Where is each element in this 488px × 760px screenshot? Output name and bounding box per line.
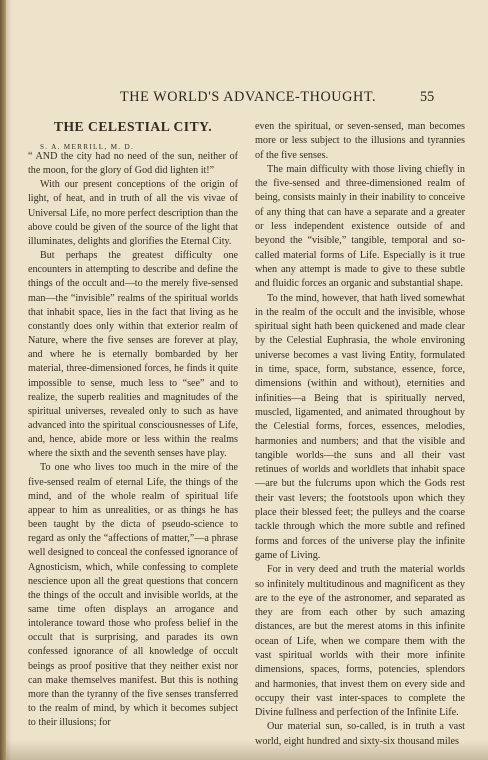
article-paragraph: But perhaps the greatest difficulty one encounters in attempting to describe and define the things of the occult and—to the merely five-sensed man—the “invisible” realms of the spiritual worlds that inhabit space, lies in the fact that living as he constantly does only within that exterior realm of Nature, where the five senses are forever at play, and where he is eternally bombarded by her material, three-dimensioned forces, he finds it quite impossible to sense, much less to “see” and to realize, the superb realities and magnitudes of the spiritual universes, revealed only to such as have advanced into the spiritual consciousnesses of Life, and, hence, abide more or less within the realms where the sixth and the seventh senses have play. xyxy=(28,250,238,460)
running-head xyxy=(0,89,488,109)
running-head-title: THE WORLD'S ADVANCE-THOUGHT. xyxy=(120,89,377,105)
article-paragraph: “ AND the city had no need of the sun, neither of the moon, for the glory of God did lighten it!” xyxy=(28,151,238,177)
left-column-body xyxy=(28,150,238,730)
article-title: THE CELESTIAL CITY. xyxy=(53,119,213,134)
article-paragraph: even the spiritual, or seven-sensed, man becomes more or less subject to the illusions and tyrannies of the five senses. xyxy=(255,121,465,161)
article-paragraph: To the mind, however, that hath lived somewhat in the realm of the occult and the invisible, whose spiritual sight hath been quickened and made clear by the Celestial Euphrasia, the whole environing universe becomes a vast living Entity, formulated in time, space, form, substance, essence, force, dimensions (within and without), eternities and infinities—a Being that is spiritually nerved, muscled, ligamented, and animated throughout by the Celestial forms, forces, essences, melodies, harmonies and numbers; and that the visible and tangible worlds—the suns and all their vast retinues of worlds and worldlets that inhabit space—are but the fulcrums upon which the Gods rest their vast levers; the footstools upon which they place their blessed feet; the pulleys and the coarse tackle through which the more subtle and refined forms and forces of the universe play the infinite game of Living. xyxy=(255,292,465,561)
article-paragraph: For in very deed and truth the material worlds so infinitely multitudinous and magnificent as they are to the eye of the astronomer, and separated as they are from each other by such amazing distances, are but the merest atoms in this infinite ocean of Life, when we compare them with the vast spiritual worlds with their more infinite dimensions, spaces, forms, potencies, splendors and harmonies, that invest them on every side and occupy their vast inter-spaces to complete the Divine fullness and perfection of the Infinite Life. xyxy=(255,564,465,719)
page-number: 55 xyxy=(420,89,435,105)
article-paragraph: To one who lives too much in the mire of the five-sensed realm of eternal Life, the things of the mind, and of the whole realm of spiritual life appear to him as unrealities, or as things he has been taught by the dicta of pseudo-science to regard as only the “affections of matter,”—a phrase well designed to conceal the confessed ignorance of Agnosticism, which, while confessing to complete nescience upon all the great questions that concern the things of the occult and invisible worlds, at the same time often displays an arrogance and intolerance toward those who profess belief in the occult that is surprising, and parades its own confessed ignorance of all knowledge of occult beings as proof positive that they neither exist nor can make themselves manifest. But this is nothing more than the tyranny of the five senses transferred to the realm of mind, by which it becomes subject to their illusions; for xyxy=(28,462,238,729)
article-paragraph: With our present conceptions of the origin of light, of heat, and in truth of all the vis vivae of Universal Life, no more perfect description than the above could be given of the source of the light that illuminates, delights and glorifies the Eternal City. xyxy=(28,179,238,247)
article-paragraph: The main difficulty with those living chiefly in the five-sensed and three-dimensioned realm of being, consists mainly in their inability to conceive of any thing that can have a separate and a greater or less independent existence outside of and beyond the “visible,” tangible, temporal and so-called material forms of Life. Especially is it true when any attempt is made to give to these subtle and fluidic forces an organic and substantial shape. xyxy=(255,163,465,290)
article-author: S. A. MERRILL, M. D. xyxy=(40,143,135,151)
right-column-body xyxy=(255,120,465,749)
article-paragraph: Our material sun, so-called, is in truth a vast world, eight hundred and sixty-six thousand miles xyxy=(255,721,465,747)
book-spine-shadow xyxy=(0,0,6,760)
